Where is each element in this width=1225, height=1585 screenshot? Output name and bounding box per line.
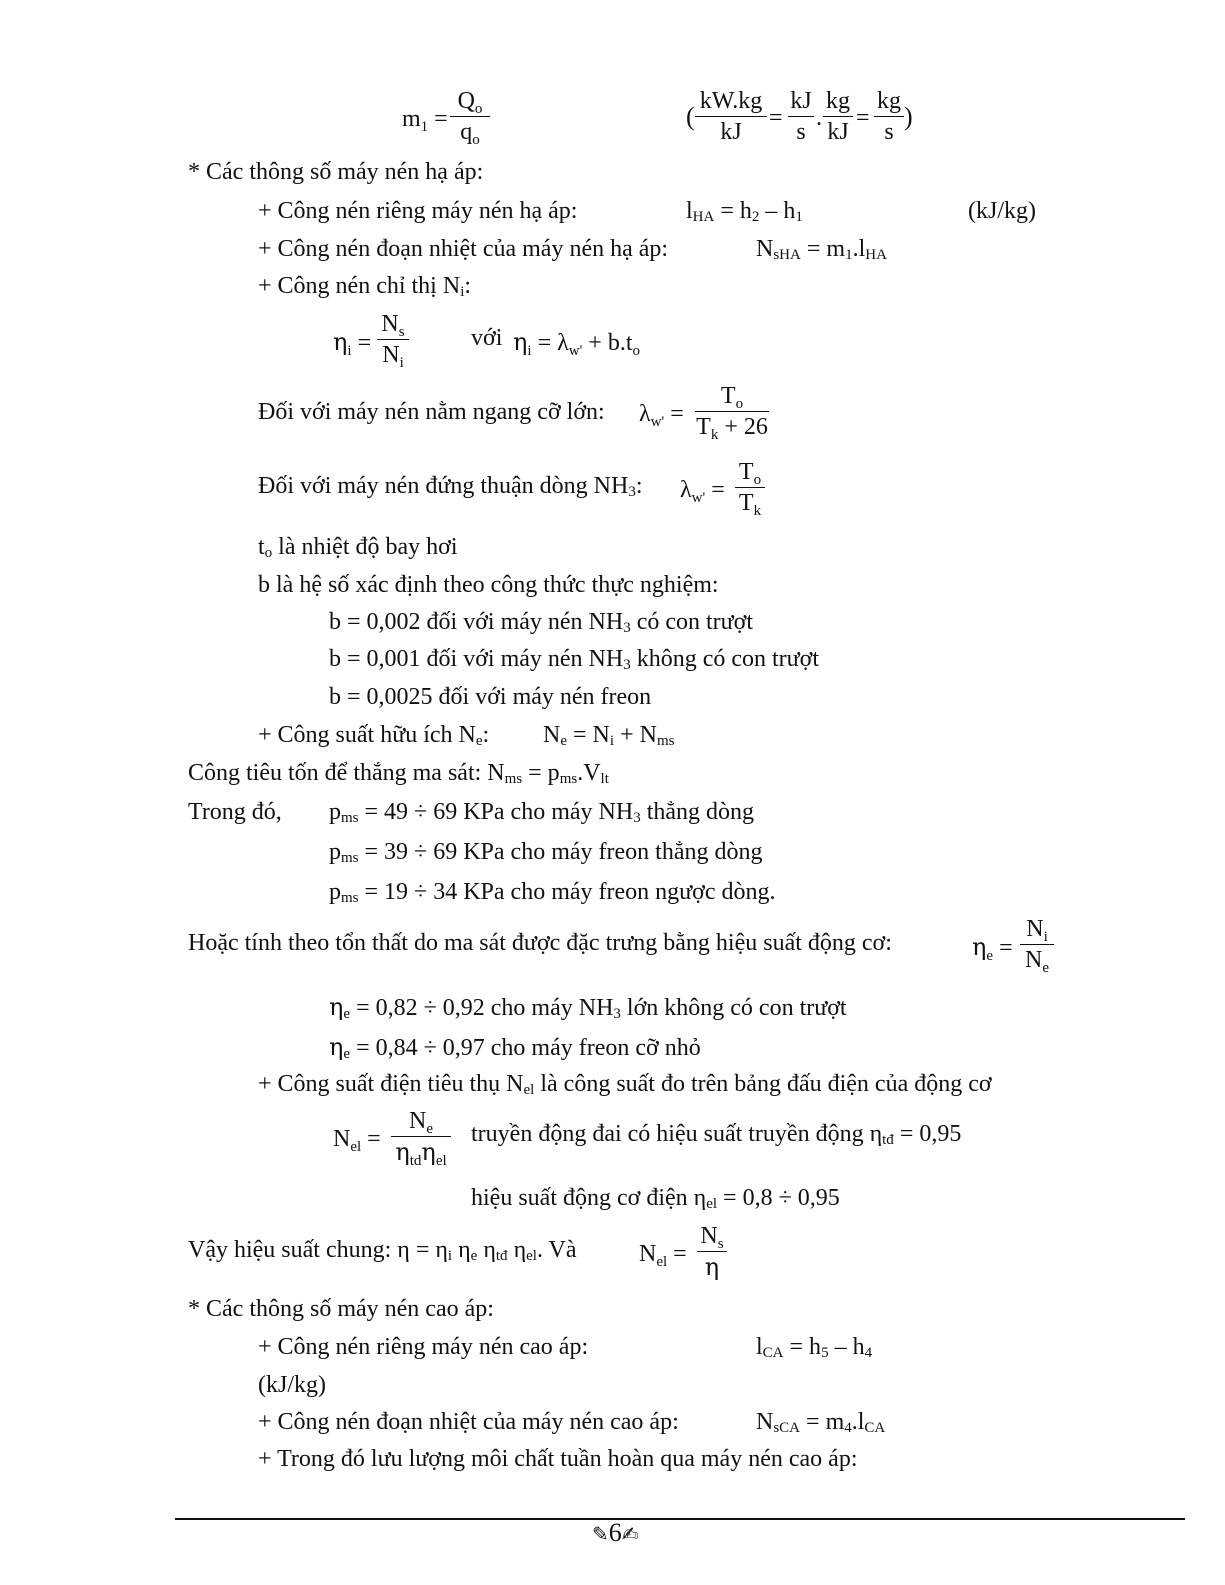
unit-fraction-3: kg kJ <box>823 89 853 144</box>
eta-e-fraction: $N_i$ $N_e$ <box>1020 917 1054 972</box>
unit-fraction-2: kJ s <box>788 89 814 144</box>
eta-e-value-1: ηe = 0,82 ÷ 0,92 cho máy NH3 lớn không có con trượt <box>329 993 847 1022</box>
equals-sign: = <box>856 105 870 131</box>
lp-adiabatic-label: + Công nén đoạn nhiệt của máy nén hạ áp: <box>258 236 669 262</box>
b-definition: b là hệ số xác định theo công thức thực nghiệm: <box>258 572 719 598</box>
page-footer <box>592 1520 639 1546</box>
eta-i-rhs: $\eta_i = \lambda_{w'} + b.t_o$ <box>513 328 640 359</box>
overall-nel-lhs: $N_{el}$ = <box>639 1241 687 1270</box>
overall-efficiency-line: Vậy hiệu suất chung: η = ηi ηe ηtđ ηel. Và <box>188 1237 577 1264</box>
unit-fraction-1: kW.kg kJ <box>695 89 767 144</box>
m1-lhs: $m_1$ = <box>402 106 448 135</box>
hp-adiabatic-formula: NsCA = m4.lCA <box>756 1409 886 1436</box>
to-definition: to là nhiệt độ bay hơi <box>258 534 458 561</box>
lp-specific-work-formula: lHA = h2 – h1 <box>686 198 803 225</box>
unit-open-paren: ( <box>686 102 695 131</box>
hp-adiabatic-label: + Công nén đoạn nhiệt của máy nén cao áp: <box>258 1409 679 1435</box>
lp-specific-work-label: + Công nén riêng máy nén hạ áp: <box>258 198 578 224</box>
pms-value-1: pms = 49 ÷ 69 KPa cho máy NH3 thẳng dòng <box>329 799 755 826</box>
eta-i-lhs: $\eta_i$ = <box>333 328 372 359</box>
lp-specific-work-unit: (kJ/kg) <box>968 198 1036 224</box>
overall-fraction: $N_s$ η <box>697 1224 727 1279</box>
left-ornament-icon: ✎ <box>592 1522 609 1546</box>
pms-value-2: pms = 39 ÷ 69 KPa cho máy freon thẳng dòng <box>329 839 763 866</box>
b-value-1: b = 0,002 đối với máy nén NH3 có con trượt <box>329 609 754 636</box>
with-text: với <box>471 325 503 351</box>
useful-power-formula: Ne = Ni + Nms <box>543 722 675 749</box>
electric-power-line: + Công suất điện tiêu thụ Nel là công suất đo trên bảng đấu điện của động cơ <box>258 1071 992 1098</box>
lambda-w-horizontal: $\lambda_{w'}$ = <box>639 401 684 430</box>
hp-flow-label: + Trong đó lưu lượng môi chất tuần hoàn qua máy nén cao áp: <box>258 1446 858 1472</box>
vertical-compressor-label: Đối với máy nén đứng thuận dòng NH3: <box>258 473 643 500</box>
b-value-3: b = 0,0025 đối với máy nén freon <box>329 684 652 710</box>
nel-fraction: $N_e$ $\eta_{td}\eta_{el}$ <box>391 1109 451 1165</box>
belt-drive-text: truyền động đai có hiệu suất truyền động ηtđ = 0,95 <box>471 1121 962 1148</box>
right-ornament-icon: ✍ <box>621 1522 639 1546</box>
horizontal-fraction: $T_o$ $T_k + 26$ <box>696 383 768 443</box>
lambda-w-vertical: $\lambda_{w'}$ = <box>680 477 725 506</box>
friction-line: Công tiêu tốn để thắng ma sát: Nms = pms.Vlt <box>188 760 609 787</box>
lp-indicated-label: + Công nén chỉ thị Ni: <box>258 273 472 300</box>
hp-specific-work-formula: lCA = h5 – h4 <box>756 1334 873 1361</box>
eta-e-line: Hoặc tính theo tổn thất do ma sát được đặc trưng bằng hiệu suất động cơ: <box>188 930 892 956</box>
horizontal-compressor-label: Đối với máy nén nằm ngang cỡ lớn: <box>258 399 605 425</box>
eta-i-fraction: $N_s$ $N_i$ <box>377 312 409 367</box>
nel-lhs: $N_{el}$ = <box>333 1126 381 1155</box>
unit-fraction-4: kg s <box>874 89 904 144</box>
unit-close-paren: ) <box>904 102 913 131</box>
page-number: 6 <box>608 1518 622 1547</box>
hp-specific-work-unit: (kJ/kg) <box>258 1372 326 1398</box>
footer-rule <box>175 1518 1185 1520</box>
b-value-2: b = 0,001 đối với máy nén NH3 không có con trượt <box>329 646 820 673</box>
equals-sign: = <box>769 105 783 131</box>
vertical-fraction: $T_o$ $T_k$ <box>735 460 765 515</box>
low-pressure-heading: * Các thông số máy nén hạ áp: <box>188 159 484 185</box>
dot-operator: . <box>816 105 822 131</box>
useful-power-label: + Công suất hữu ích Ne: <box>258 722 490 749</box>
lp-adiabatic-formula: NsHA = m1.lHA <box>756 236 887 263</box>
high-pressure-heading: * Các thông số máy nén cao áp: <box>188 1296 494 1322</box>
motor-efficiency-text: hiệu suất động cơ điện ηel = 0,8 ÷ 0,95 <box>471 1185 840 1212</box>
eta-e-value-2: ηe = 0,84 ÷ 0,97 cho máy freon cỡ nhỏ <box>329 1033 701 1062</box>
hp-specific-work-label: + Công nén riêng máy nén cao áp: <box>258 1334 589 1360</box>
pms-value-3: pms = 19 ÷ 34 KPa cho máy freon ngược dòng. <box>329 879 776 906</box>
m1-fraction: $Q_o$ $q_o$ <box>450 89 490 144</box>
eta-e-lhs: $\eta_e$ = <box>972 933 1013 964</box>
where-label: Trong đó, <box>188 799 282 825</box>
